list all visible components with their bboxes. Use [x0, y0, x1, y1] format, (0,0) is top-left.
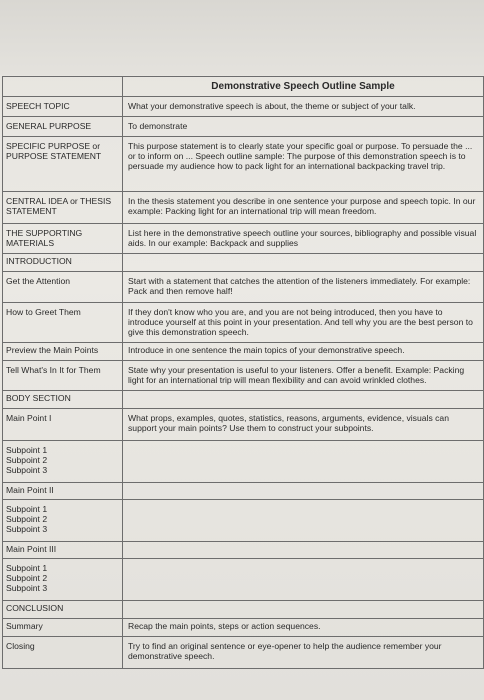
- row-content: This purpose statement is to clearly state your specific goal or purpose. To persuade the ... or to inform on ... Speech outline sample: The purpose of this demonstration speech is to persuade my audience how to pack light for an international backpacking travel trip.: [123, 137, 484, 192]
- row-label: Get the Attention: [3, 272, 123, 303]
- table-row: [3, 391, 484, 409]
- table-row: [3, 500, 484, 542]
- row-label: Summary: [3, 619, 123, 637]
- row-content: To demonstrate: [123, 117, 484, 137]
- row-label: Tell What's In It for Them: [3, 361, 123, 391]
- table-row: [3, 361, 484, 391]
- row-label: Main Point III: [3, 542, 123, 559]
- row-label: CONCLUSION: [3, 601, 123, 619]
- row-content: [123, 601, 484, 619]
- row-label: Main Point I: [3, 409, 123, 441]
- row-content: [123, 441, 484, 483]
- row-label: Preview the Main Points: [3, 343, 123, 361]
- row-content: [123, 391, 484, 409]
- row-label: SPECIFIC PURPOSE or PURPOSE STATEMENT: [3, 137, 123, 192]
- table-row: [3, 542, 484, 559]
- row-content: [123, 254, 484, 272]
- row-content: [123, 559, 484, 601]
- row-content: [123, 500, 484, 542]
- row-content: Recap the main points, steps or action sequences.: [123, 619, 484, 637]
- row-label: INTRODUCTION: [3, 254, 123, 272]
- table-row: [3, 97, 484, 117]
- row-label: Subpoint 1 Subpoint 2 Subpoint 3: [3, 441, 123, 483]
- table-row: [3, 192, 484, 224]
- page-top-margin: [0, 0, 484, 75]
- table-row: [3, 343, 484, 361]
- row-content: In the thesis statement you describe in one sentence your purpose and speech topic. In our example: Packing light for an international trip will mean freedom.: [123, 192, 484, 224]
- table-row: [3, 441, 484, 483]
- table-row: [3, 137, 484, 192]
- row-content: [123, 483, 484, 500]
- table-title: Demonstrative Speech Outline Sample: [123, 77, 484, 97]
- table-row: [3, 224, 484, 254]
- table-title-row: [3, 77, 484, 97]
- row-label: How to Greet Them: [3, 303, 123, 343]
- row-content: [123, 542, 484, 559]
- row-label: Subpoint 1 Subpoint 2 Subpoint 3: [3, 500, 123, 542]
- table-row: [3, 409, 484, 441]
- table-row: [3, 637, 484, 669]
- row-content: Start with a statement that catches the attention of the listeners immediately. For example: Pack and then remove half!: [123, 272, 484, 303]
- table-row: [3, 272, 484, 303]
- row-label: THE SUPPORTING MATERIALS: [3, 224, 123, 254]
- table-row: [3, 559, 484, 601]
- row-content: What props, examples, quotes, statistics, reasons, arguments, evidence, visuals can support your main points? Use them to construct your subpoints.: [123, 409, 484, 441]
- row-content: What your demonstrative speech is about, the theme or subject of your talk.: [123, 97, 484, 117]
- row-content: Try to find an original sentence or eye-opener to help the audience remember your demonstrative speech.: [123, 637, 484, 669]
- table-row: [3, 117, 484, 137]
- row-content: If they don't know who you are, and you are not being introduced, then you have to introduce yourself at this point in your presentation. And tell why you are the best person to give this demonstration speech.: [123, 303, 484, 343]
- row-content: Introduce in one sentence the main topics of your demonstrative speech.: [123, 343, 484, 361]
- row-label: CENTRAL IDEA or THESIS STATEMENT: [3, 192, 123, 224]
- row-label: Main Point II: [3, 483, 123, 500]
- table-row: [3, 619, 484, 637]
- row-label: GENERAL PURPOSE: [3, 117, 123, 137]
- speech-outline-table: [2, 76, 484, 669]
- table-row: [3, 601, 484, 619]
- row-content: State why your presentation is useful to your listeners. Offer a benefit. Example: Packing light for an international trip will mean flexibility and can avoid wrinkled clothes.: [123, 361, 484, 391]
- row-content: List here in the demonstrative speech outline your sources, bibliography and possible visual aids. In our example: Backpack and supplies: [123, 224, 484, 254]
- row-label: BODY SECTION: [3, 391, 123, 409]
- title-left-cell: [3, 77, 123, 97]
- table-row: [3, 303, 484, 343]
- row-label: SPEECH TOPIC: [3, 97, 123, 117]
- table-row: [3, 483, 484, 500]
- table-row: [3, 254, 484, 272]
- row-label: Subpoint 1 Subpoint 2 Subpoint 3: [3, 559, 123, 601]
- row-label: Closing: [3, 637, 123, 669]
